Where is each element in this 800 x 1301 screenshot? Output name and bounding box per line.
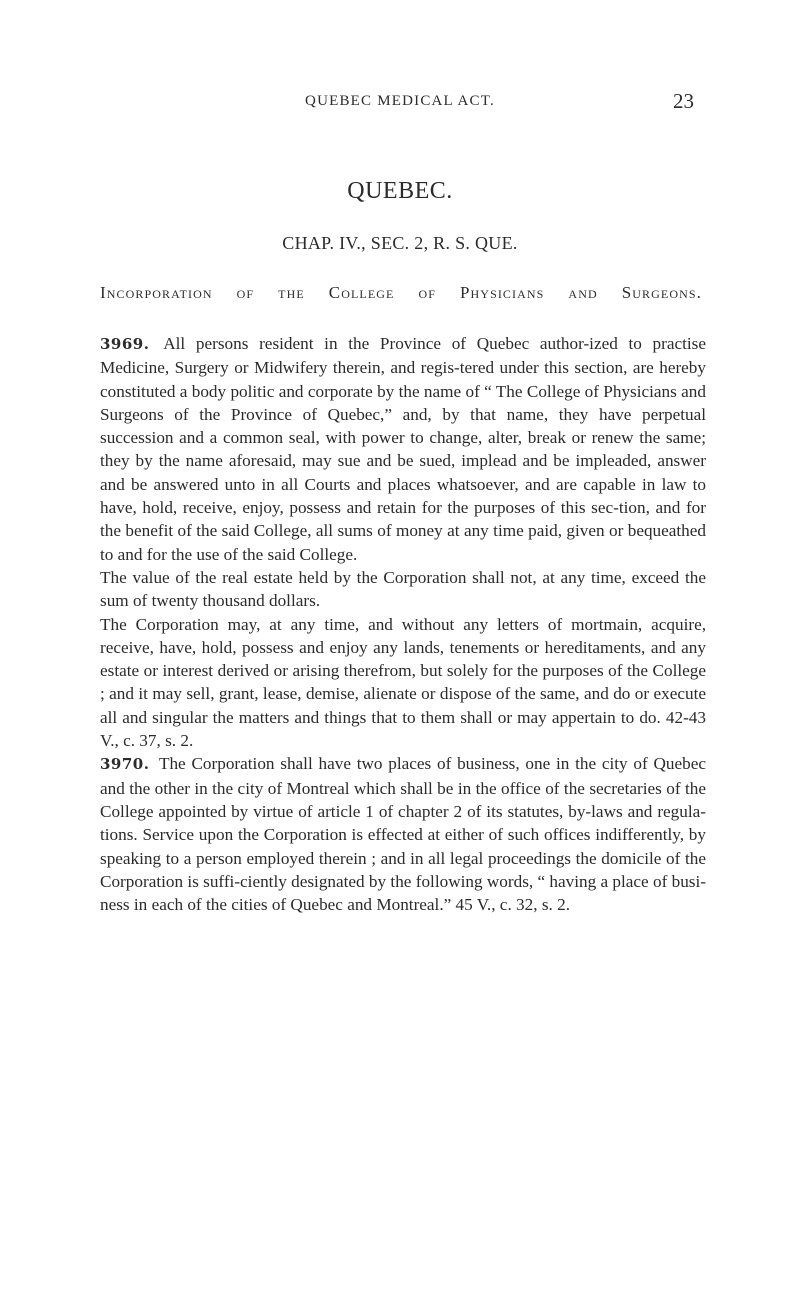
statute-body bbox=[100, 332, 706, 916]
running-head bbox=[0, 89, 800, 117]
subject-heading: Incorporation of the College of Physicians and Surgeons. bbox=[100, 283, 702, 302]
article-3969-paragraph-2: The value of the real estate held by the Corporation shall not, at any time, exceed the sum of twenty thousand dollars. bbox=[100, 567, 706, 611]
article-text: The Corporation shall have two places of business, one in the city of Quebec and the other in the city of Montreal which shall be in the office of the secretaries of the College appointed by virtue of article 1 of chapter 2 of its statutes, by-laws and regula-tions. Service upon the Corporation is effected at either of such offices indifferently, by speaking to a person employed therein ; and in all legal proceedings the domicile of the Corporation is suffi-ciently designated by the following words, “ having a place of busi-ness in each of the cities of Quebec and Montreal.” 45 V., c. 32, s. 2. bbox=[100, 754, 706, 915]
article-3970-paragraph-1 bbox=[100, 752, 706, 916]
article-number: 3970. bbox=[100, 755, 150, 774]
article-3969-paragraph-1 bbox=[100, 332, 706, 566]
section-title: QUEBEC. bbox=[347, 178, 453, 204]
article-number: 3969. bbox=[100, 335, 150, 353]
article-3969-paragraph-3: The Corporation may, at any time, and without any letters of mortmain, acquire, receive, have, hold, possess and enjoy any lands, tenements or hereditaments, and any estate or interest derived or arising therefrom, but solely for the purposes of the College ; and it may sell, grant, lease, demise, alienate or dispose of the same, and do or execute all and singular the matters and things that to them shall or may appertain to do. 42-43 V., c. 37, s. 2. bbox=[100, 614, 706, 751]
running-title: QUEBEC MEDICAL ACT. bbox=[305, 93, 495, 109]
chapter-reference: CHAP. IV., SEC. 2, R. S. QUE. bbox=[282, 233, 518, 253]
article-text: All persons resident in the Province of Quebec author-ized to practise Medicine, Surgery or Midwifery therein, and regis-tered under this section, are hereby constituted a body politic and corporate by the name of “ The College of Physicians and Surgeons of the Province of Quebec,” and, by that name, they have perpetual succession and a common seal, with power to change, alter, break or renew the same; they by the name aforesaid, may sue and be sued, implead and be impleaded, answer and be answered unto in all Courts and places whatsoever, and are capable in law to have, hold, receive, enjoy, possess and retain for the purposes of this sec-tion, and for the benefit of the said College, all sums of money at any time paid, given or bequeathed to and for the use of the said College. bbox=[100, 334, 706, 564]
page-number: 23 bbox=[673, 89, 694, 113]
